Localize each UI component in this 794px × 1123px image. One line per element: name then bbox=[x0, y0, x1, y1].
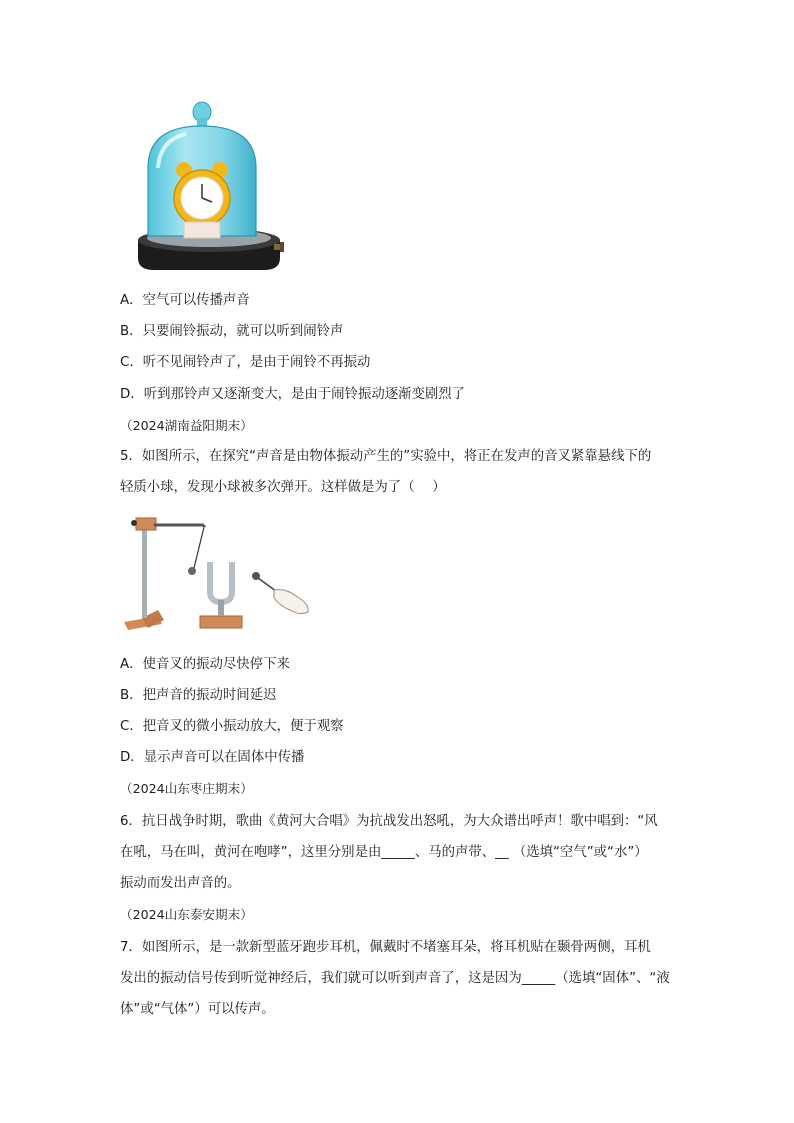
question-6-stem bbox=[120, 806, 675, 899]
question-text-line: 轻质小球，发现小球被多次弹开。这样做是为了（ ） bbox=[120, 480, 446, 495]
source-tag: （2024山东枣庄期末） bbox=[120, 781, 253, 796]
question-7-stem bbox=[120, 932, 675, 1025]
option-d: D．显示声音可以在固体中传播 bbox=[120, 750, 305, 765]
option-a: A．空气可以传播声音 bbox=[120, 293, 250, 308]
bell-jar-alarm-clock-figure bbox=[134, 98, 284, 282]
tuning-fork-pendulum-figure bbox=[118, 512, 314, 636]
option-c: C．把音叉的微小振动放大，便于观察 bbox=[120, 719, 344, 734]
question-text-line: 5．如图所示，在探究“声音是由物体振动产生的”实验中，将正在发声的音叉紧靠悬线下的 bbox=[120, 449, 652, 464]
option-d: D．听到那铃声又逐渐变大，是由于闹铃振动逐渐变剧烈了 bbox=[120, 387, 466, 402]
question-text-line: 发出的振动信号传到听觉神经后，我们就可以听到声音了，这是因为_____（选填“固体”、“液 bbox=[120, 971, 670, 986]
source-tag: （2024湖南益阳期末） bbox=[120, 418, 253, 433]
question-text-line: 在吼，马在叫，黄河在咆哮”，这里分别是由_____、马的声带、__ （选填“空气”或“水”） bbox=[120, 845, 648, 860]
question-5-stem bbox=[120, 441, 675, 503]
option-c: C．听不见闹铃声了，是由于闹铃不再振动 bbox=[120, 355, 371, 370]
question-text-line: 体”或“气体”）可以传声。 bbox=[120, 1002, 275, 1017]
question-text-line: 6．抗日战争时期，歌曲《黄河大合唱》为抗战发出怒吼，为大众谱出呼声！歌中唱到：“风 bbox=[120, 814, 658, 829]
option-b: B．把声音的振动时间延迟 bbox=[120, 688, 277, 703]
question-text-line: 7．如图所示，是一款新型蓝牙跑步耳机，佩戴时不堵塞耳朵，将耳机贴在颞骨两侧，耳机 bbox=[120, 940, 651, 955]
option-a: A．使音叉的振动尽快停下来 bbox=[120, 657, 290, 672]
source-tag: （2024山东泰安期末） bbox=[120, 907, 253, 922]
question-text-line: 振动而发出声音的。 bbox=[120, 876, 241, 891]
option-b: B．只要闹铃振动，就可以听到闹铃声 bbox=[120, 324, 344, 339]
